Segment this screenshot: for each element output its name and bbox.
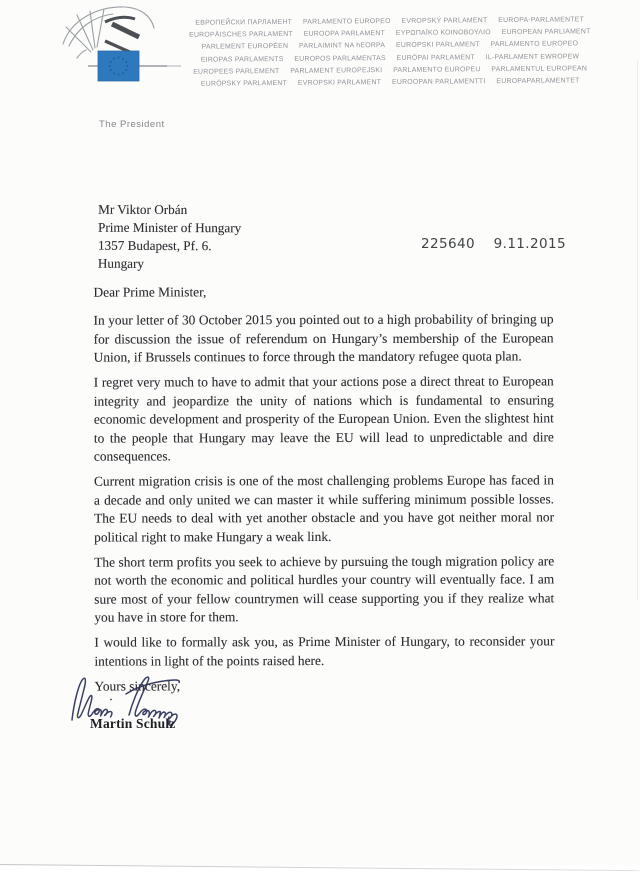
letterhead-line: EUROPEES PARLEMENT PARLAMENT EUROPEJSKI PARLAMENTO EUROPEU PARLAMENTUL EUROPEAN xyxy=(193,65,588,76)
stamp-date: 9.11.2015 xyxy=(493,236,566,252)
paragraph-5: I would like to formally ask you, as Prime Minister of Hungary, to reconsider your intentions in light of the points raised here. xyxy=(94,633,555,669)
recipient-street: 1357 Budapest, Pf. 6. xyxy=(97,237,212,254)
eu-flag xyxy=(98,51,139,81)
letterhead-line: PARLEMENT EUROPÉEN PARLAIMINT NA hEORPA EUROPSKI PARLAMENT PARLAMENTO EUROPEO xyxy=(201,40,579,52)
letterhead-line: ЕВРОПЕЙСКИ ПАРЛАМЕНТ PARLAMENTO EUROPEO EVROPSKÝ PARLAMENT EUROPA-PARLAMENTET xyxy=(195,16,585,27)
office-title: The President xyxy=(99,119,165,130)
parliament-multilingual-letterhead xyxy=(183,14,598,91)
letterhead-line: EUROPÄISCHES PARLAMENT EUROOPA PARLAMENT ΕΥΡΩΠΑΪΚΟ ΚΟΙΝΟΒΟΥΛΙΟ EUROPEAN PARLIAMENT xyxy=(189,28,591,39)
recipient-name: Mr Viktor Orbán xyxy=(98,201,188,218)
paragraph-4: The short term profits you seek to achieve by pursuing the tough migration policy are not worth the economic and political hurdles your country will eventually face. I am sure most of your fellow countrymen will cease supporting you if they realize what you have in store for them. xyxy=(94,552,555,625)
paragraph-3: Current migration crisis is one of the most challenging problems Europe has faced in a decade and only united we can master it while suffering minimum possible losses. The EU needs to deal with yet another obstacle and you have got neither moral nor political right to make Hungary a weak link. xyxy=(93,472,555,545)
recipient-address-block xyxy=(98,201,242,274)
letterhead-line: EIROPAS PARLAMENTS EUROPOS PARLAMENTAS EURÓPAI PARLAMENT IL-PARLAMENT EWROPEW xyxy=(200,52,580,64)
stamp-reference-number: 225640 xyxy=(421,236,475,252)
letterhead-line: EURÓPSKY PARLAMENT EVROPSKI PARLAMENT EUROOPAN PARLAMENTTI EUROPAPARLAMENTET xyxy=(200,77,580,88)
registry-stamp xyxy=(421,236,566,252)
european-parliament-logo-icon xyxy=(55,2,187,106)
paragraph-1: In your letter of 30 October 2015 you pointed out to a high probability of bringing up for discussion the issue of referendum on Hungary’s membership of the European Union, if Brussels continues to force through the mandatory refugee quota plan. xyxy=(93,311,554,365)
letter-body xyxy=(93,282,554,702)
recipient-country: Hungary xyxy=(97,255,145,271)
recipient-title: Prime Minister of Hungary xyxy=(98,219,242,236)
salutation: Dear Prime Minister, xyxy=(93,284,207,300)
signature-printed-name: Martin Schulz xyxy=(90,716,176,731)
paragraph-2: I regret very much to have to admit that your actions pose a direct threat to European integrity and jeopardize the unity of nations which is fundamental to ensuring economic development and prosperity of the European Union. Even the slightest hint to the people that Hungary may leave the EU will lead to unpredictable and dire consequences. xyxy=(93,373,554,464)
closing: Yours sincerely, xyxy=(94,677,181,694)
scan-right-edge-line xyxy=(637,60,638,600)
